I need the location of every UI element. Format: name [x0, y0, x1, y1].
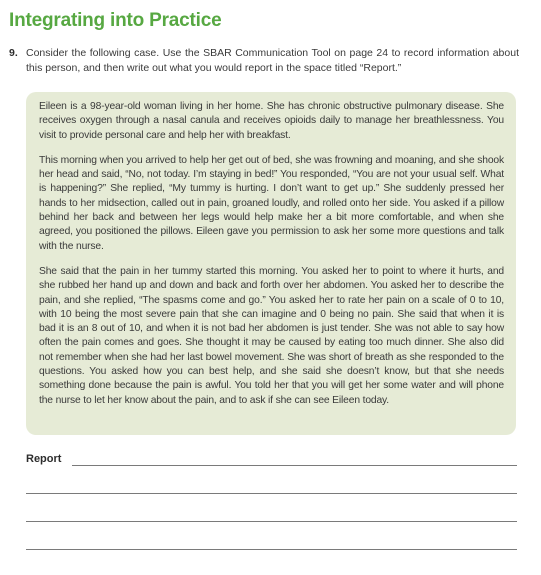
report-answer-line[interactable]: [26, 493, 517, 494]
report-answer-line[interactable]: [72, 465, 517, 466]
case-paragraph-1: Eileen is a 98-year-old woman living in her home. She has chronic obstructive pulmonary disease. She receives oxygen through a nasal canula and receives opioids daily to manage her breathlessness. You visit to provide personal care and help her with breakfast.: [39, 101, 504, 141]
question: [9, 46, 519, 76]
report-label: Report: [26, 453, 62, 465]
case-study-box: [26, 92, 516, 435]
report-answer-line[interactable]: [26, 549, 517, 550]
case-paragraph-3: She said that the pain in her tummy started this morning. You asked her to point to where it hurts, and she rubbed her hand up and down and back and forth over her abdomen. You asked her to describe the pain, and she replied, “The spasms come and go.” You asked her to rate her pain on a scale of 0 to 10, with 10 being the most severe pain that she can imagine and 0 being no pain. She said that when it is bad it is an 8 out of 10, and when it is not bad her abdomen is just tender. She was not able to say how often the pain comes and goes. She thought it may be caused by eating too much dinner. She also did not remember when she had her last bowel movement. She was short of breath as she responded to the questions. You asked how you can best help, and she said she doesn’t know, but that she needs something done because the pain is awful. You told her that you will get her some water and will phone the nurse to let her know about the pain, and to ask if she can see Eileen today.: [39, 265, 504, 406]
section-title: Integrating into Practice: [9, 10, 222, 31]
question-number: 9.: [9, 47, 18, 59]
question-text: Consider the following case. Use the SBAR Communication Tool on page 24 to record information about this person, and then write out what you would report in the space titled “Report.”: [26, 47, 519, 74]
report-answer-line[interactable]: [26, 521, 517, 522]
case-paragraph-2: This morning when you arrived to help her get out of bed, she was frowning and moaning, and she shook her head and said, “No, not today. I’m staying in bed!” You responded, “You are not your usual self. What is happening?” She replied, “My tummy is hurting. I don’t want to get up.” She suddenly pressed her hands to her midsection, called out in pain, groaned loudly, and rolled onto her side. You asked if a pillow behind her back and between her legs would help make her a bit more comfortable, and when she agreed, you positioned the pillows. Eileen gave you permission to ask her some more questions and talk with the nurse.: [39, 154, 504, 252]
